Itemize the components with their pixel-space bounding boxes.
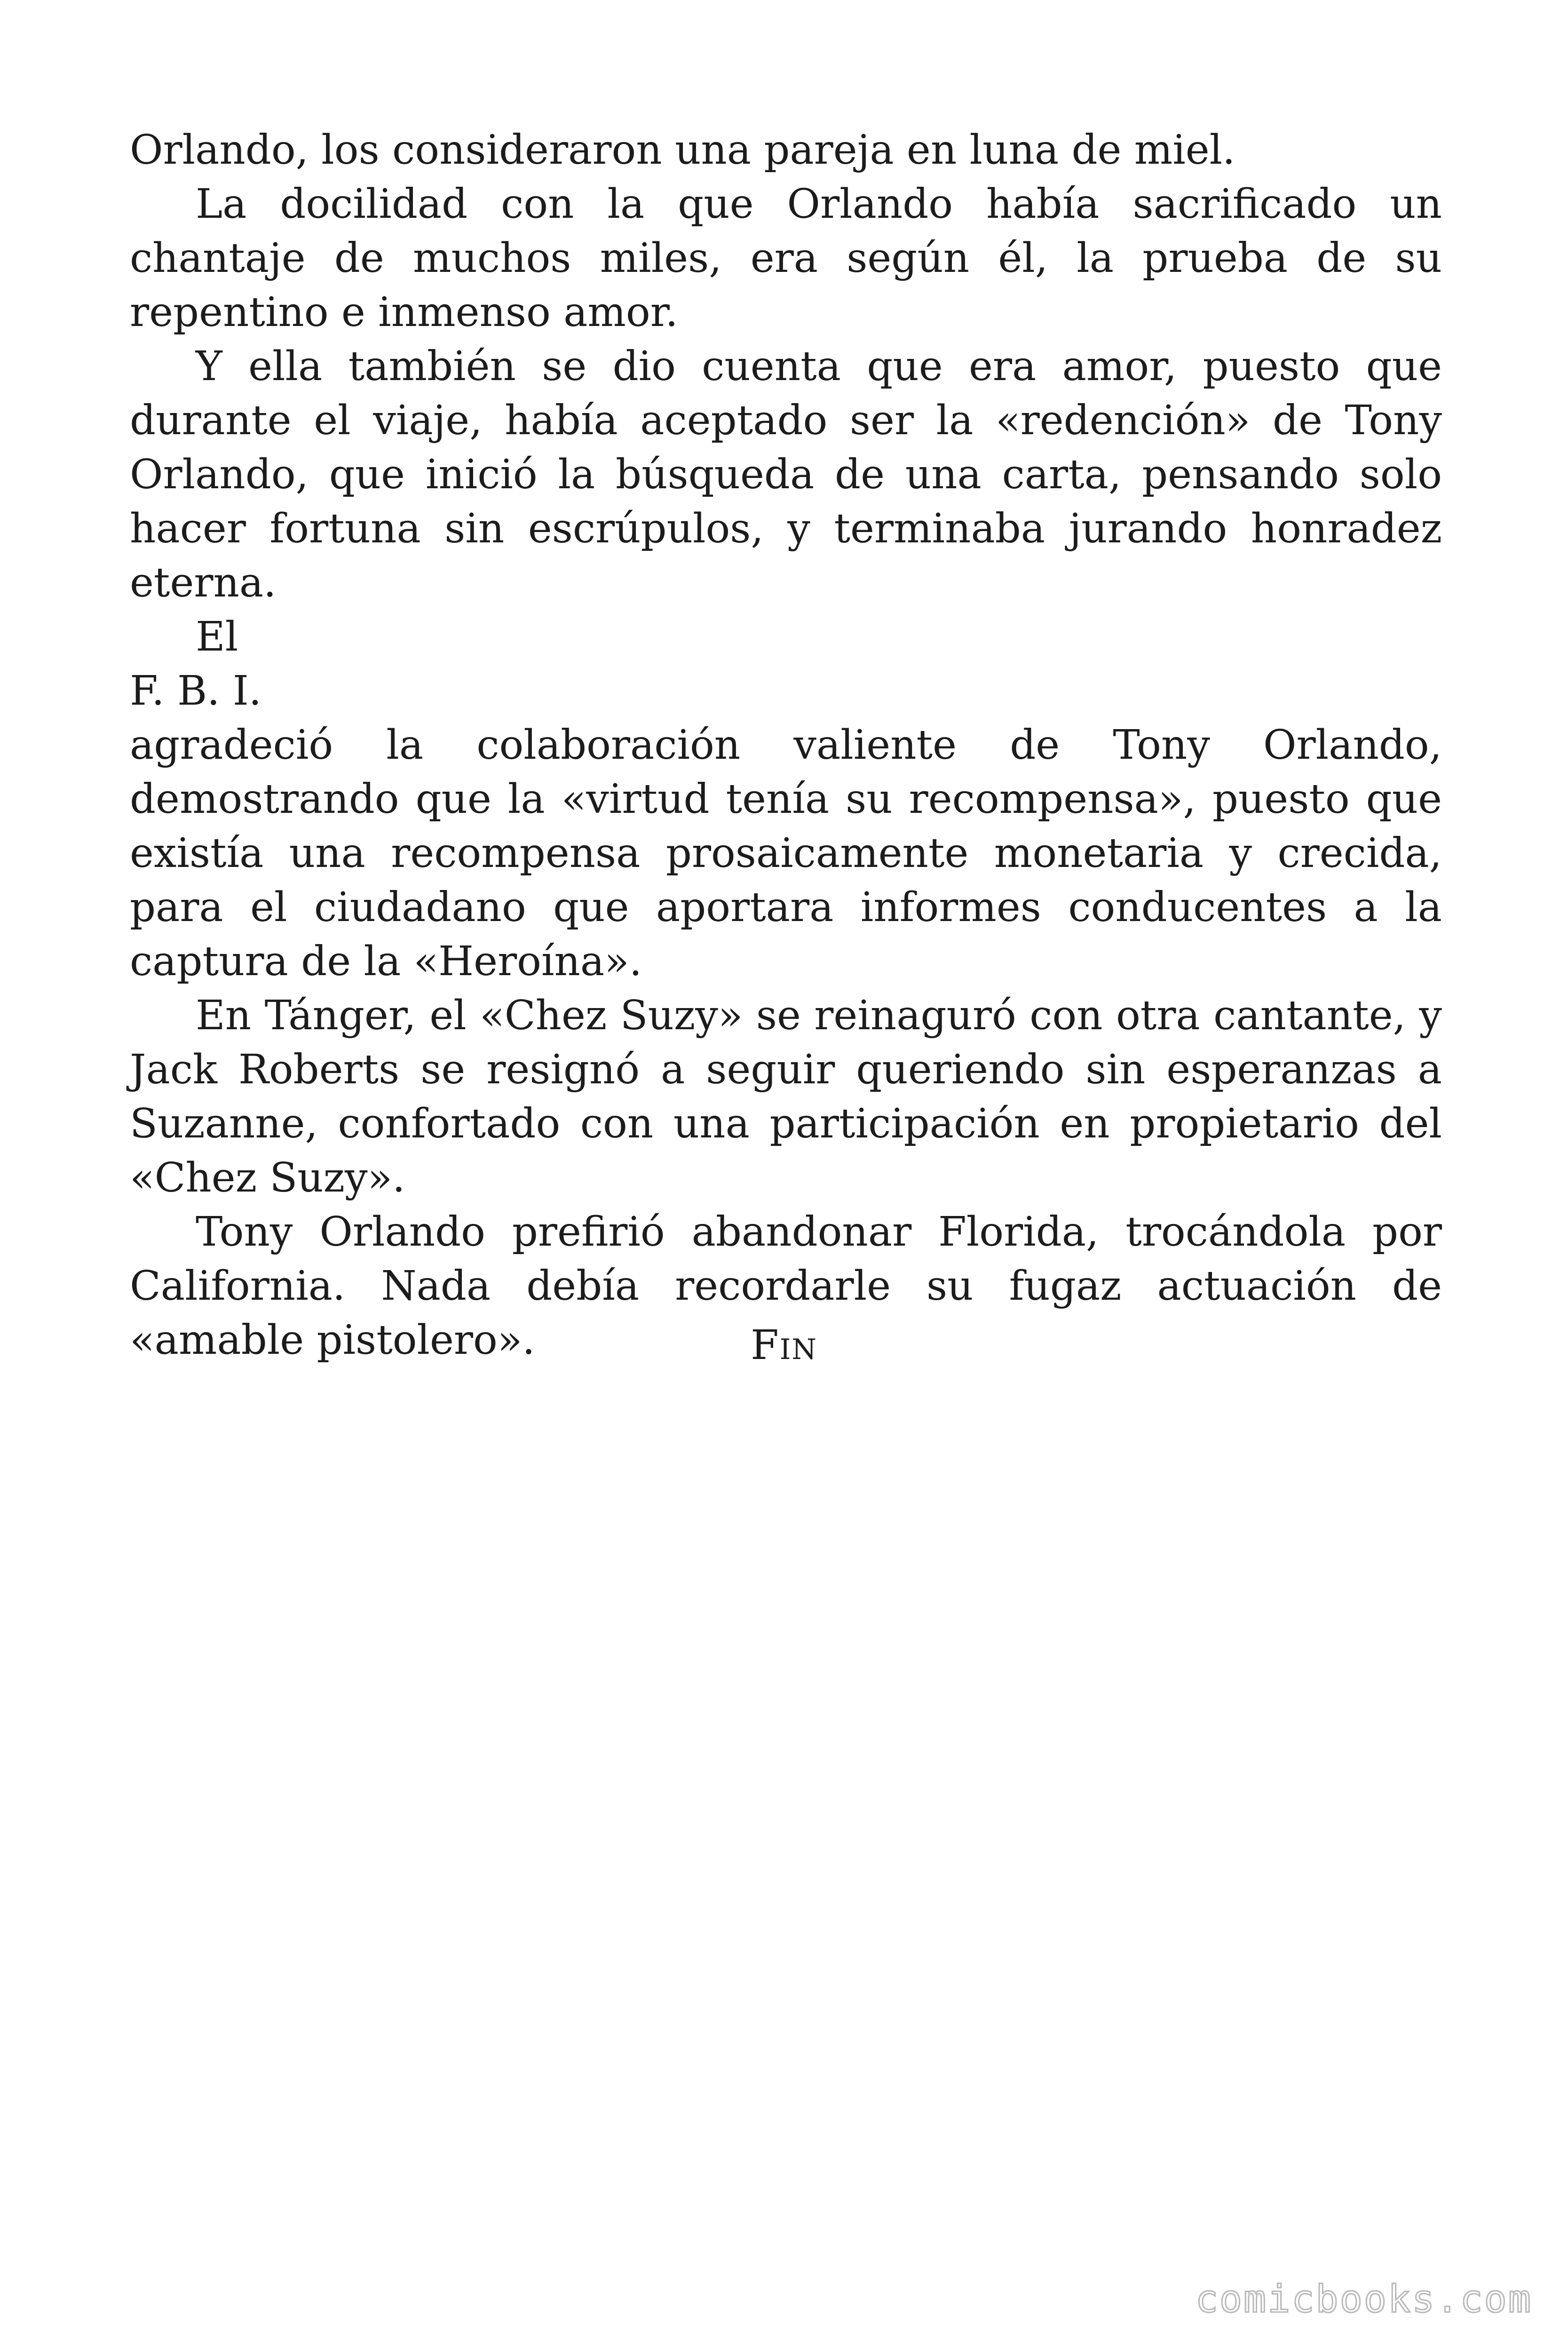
- paragraph-5-abbreviation: F. B. I.: [130, 667, 262, 715]
- document-body: [130, 123, 1442, 1367]
- paragraph-8: Tony Orlando prefirió abandonar Florida, trocándola por California. Nada debía recordarle su fugaz actuación de «amable pistolero».: [130, 1208, 1442, 1364]
- paragraph-6: agradeció la colaboración valiente de Tony Orlando, demostrando que la «virtud tenía su recompensa», puesto que existía una recompensa prosaicamente monetaria y crecida, para el ciudadano que aportara informes conducentes a la captura de la «Heroína».: [130, 722, 1442, 985]
- paragraph-7: En Tánger, el «Chez Suzy» se reinaguró con otra cantante, y Jack Roberts se resignó a seguir queriendo sin esperanzas a Suzanne, confortado con una participación en propietario del «Chez Suzy».: [130, 992, 1442, 1201]
- end-mark: Fin: [751, 1322, 817, 1369]
- paragraph-3: Y ella también se dio cuenta que era amor, puesto que durante el viaje, había aceptado ser la «redención» de Tony Orlando, que inició la búsqueda de una carta, pensando solo hacer fortuna sin escrúpulos, y terminaba jurando honradez eterna.: [130, 343, 1442, 606]
- paragraph-1: Orlando, los consideraron una pareja en luna de miel.: [130, 127, 1235, 174]
- paragraph-2: La docilidad con la que Orlando había sacrificado un chantaje de muchos miles, era según él, la prueba de su repentino e inmenso amor.: [130, 181, 1442, 336]
- paragraph-4: El: [196, 613, 238, 660]
- watermark: comicbooks.com: [1195, 2277, 1532, 2321]
